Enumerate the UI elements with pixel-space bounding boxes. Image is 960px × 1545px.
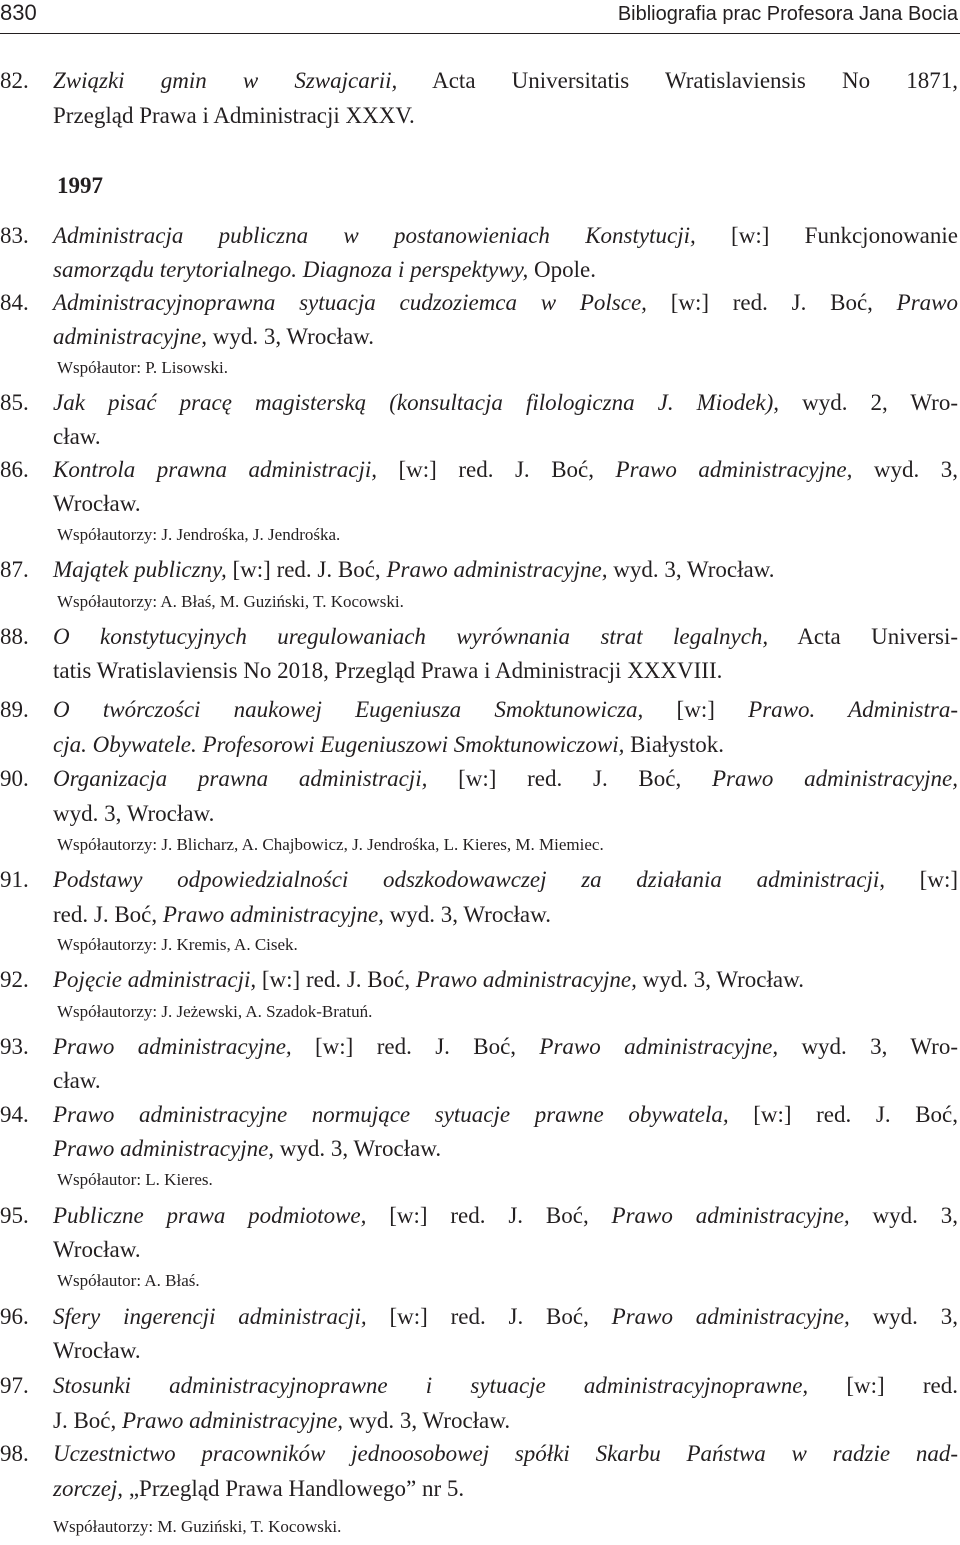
entry-coauthors: Współautorzy: A. Błaś, M. Guziński, T. Kocowski. [57, 592, 404, 611]
entry-source: wyd. 3, Wrocław. [636, 967, 804, 992]
entry-number: 89. [0, 697, 29, 722]
entry-number: 97. [0, 1373, 29, 1398]
entry-title: Związki gmin w Szwajcarii, [53, 68, 398, 93]
entry-title: Prawo administracyjne, [53, 1034, 292, 1059]
entry-source: J. Boć, [53, 1408, 122, 1433]
entry-line [53, 762, 958, 795]
entry-line [53, 1199, 958, 1232]
entry-book-title: administracyjne, [53, 324, 207, 349]
entry-source: wyd. 3, Wrocław. [53, 801, 215, 826]
entry-number: 93. [0, 1034, 29, 1059]
entry-title: Majątek publiczny, [53, 557, 227, 582]
entry-book-title: Prawo administracyjne, [539, 1034, 779, 1059]
entry-title: Administracyjnoprawna sytuacja cudzoziemca w Polsce, [53, 290, 647, 315]
entry-source: wyd. 3, Wrocław. [206, 324, 375, 349]
entry-coauthors: Współautor: L. Kieres. [57, 1170, 213, 1189]
entry-book-title: samorządu terytorialnego. Diagnoza i perspektywy, [53, 257, 529, 282]
entry-line [53, 99, 958, 132]
page-header [0, 0, 960, 34]
entry-line [53, 420, 958, 453]
entry-source: wyd. 3, [849, 1304, 958, 1329]
entry-line [53, 654, 958, 687]
entry-line [53, 620, 958, 653]
entry-coauthors: Współautorzy: J. Kremis, A. Cisek. [57, 935, 298, 954]
entry-title: Pojęcie administracji, [53, 967, 257, 992]
entry-number: 94. [0, 1102, 29, 1127]
entry-line [53, 1098, 958, 1131]
entry-book-title: Prawo administracyjne, [386, 557, 608, 582]
entry-book-title: Prawo administracyjne, [611, 1304, 850, 1329]
entry-title: Sfery ingerencji administracji, [53, 1304, 367, 1329]
entry-coauthors: Współautorzy: J. Blicharz, A. Chajbowicz, J. Jendrośka, L. Kieres, M. Miemiec. [57, 835, 604, 854]
entry-coauthors: Współautorzy: M. Guziński, T. Kocowski. [53, 1517, 342, 1536]
running-title: Bibliografia prac Profesora Jana Bocia [617, 3, 958, 25]
entry-line [53, 64, 958, 97]
entry-source: wyd. 3, Wro- [778, 1034, 958, 1059]
entry-title: Podstawy odpowiedzialności odszkodowawczej za działania administracji, [53, 867, 886, 892]
page-number: 830 [0, 0, 37, 25]
entry-source: Białystok. [624, 732, 725, 757]
entry-line [53, 797, 958, 830]
entry-source: Wrocław. [53, 491, 141, 516]
entry-title: Prawo administracyjne normujące sytuacje prawne obywatela, [53, 1102, 729, 1127]
entry-title: Publiczne prawa podmiotowe, [53, 1203, 367, 1228]
entry-title: O konstytucyjnych uregulowaniach wyrównania strat legalnych, [53, 624, 769, 649]
entry-source: [w:] [885, 867, 958, 892]
entry-line [53, 1472, 958, 1505]
entry-number: 86. [0, 457, 29, 482]
entry-source: Acta Universi- [768, 624, 959, 649]
entry-source: Wrocław. [53, 1237, 141, 1262]
entry-book-title: Prawo [896, 290, 959, 315]
entry-source: Acta Universitatis Wratislaviensis No 1871, [397, 68, 958, 93]
entry-source: wyd. 3, Wrocław. [343, 1408, 511, 1433]
entry-number: 85. [0, 390, 29, 415]
entry-source: Wrocław. [53, 1338, 141, 1363]
entry-title: zorczej, [53, 1476, 124, 1501]
entry-title: Kontrola prawna administracji, [53, 457, 377, 482]
entry-title: O twórczości naukowej Eugeniusza Smoktunowicza, [53, 697, 644, 722]
entry-line [53, 963, 958, 996]
entry-line [53, 1334, 958, 1367]
entry-title: Stosunki administracyjnoprawne i sytuacje administracyjnoprawne, [53, 1373, 809, 1398]
entry-source: [w:] red. J. Boć, [256, 967, 416, 992]
entry-source: [w:] red. J. Boć, [376, 457, 616, 482]
entry-source: [w:] red. [808, 1373, 959, 1398]
entry-line [53, 286, 958, 319]
entry-source: wyd. 2, Wro- [779, 390, 958, 415]
entry-line [53, 1233, 958, 1266]
entry-line [53, 320, 958, 353]
entry-source: cław. [53, 424, 101, 449]
entry-line [53, 386, 958, 419]
entry-source: wyd. 3, Wrocław. [383, 902, 551, 927]
entry-number: 98. [0, 1441, 29, 1466]
entry-title: Organizacja prawna administracji, [53, 766, 428, 791]
entry-source: [w:] red. J. Boć, [427, 766, 712, 791]
entry-source: [w:] red. J. Boć, [291, 1034, 540, 1059]
entry-title: Jak pisać pracę magisterską (konsultacja filologiczna J. Miodek), [53, 390, 780, 415]
entry-source: [w:] Funkcjonowanie [695, 223, 958, 248]
entry-book-title: Prawo administracyjne, [53, 1136, 275, 1161]
entry-book-title: Prawo. Administra- [748, 697, 958, 722]
entry-source: [w:] red. J. Boć, [226, 557, 387, 582]
entry-coauthors: Współautor: A. Błaś. [57, 1271, 200, 1290]
entry-number: 91. [0, 867, 29, 892]
entry-source: [w:] [643, 697, 749, 722]
entry-line [53, 1300, 958, 1333]
entry-book-title: cja. Obywatele. Profesorowi Eugeniuszowi Smoktunowiczowi, [53, 732, 625, 757]
entry-line [53, 898, 958, 931]
year-heading: 1997 [57, 173, 103, 198]
entry-number: 88. [0, 624, 29, 649]
entry-source: [w:] red. J. Boć, [366, 1203, 612, 1228]
entry-book-title: Prawo administracyjne, [611, 1203, 850, 1228]
entry-number: 83. [0, 223, 29, 248]
entry-line [53, 728, 958, 761]
entry-book-title: Prawo administracyjne, [162, 902, 384, 927]
entry-source: wyd. 3, Wrocław. [274, 1136, 442, 1161]
entry-source: cław. [53, 1068, 101, 1093]
entry-book-title: Prawo administracyjne, [122, 1408, 344, 1433]
entry-source: wyd. 3, [849, 1203, 958, 1228]
entry-source: tatis Wratislaviensis No 2018, Przegląd Prawa i Administracji XXXVIII. [53, 658, 723, 683]
header-rule [0, 33, 960, 34]
entry-number: 95. [0, 1203, 29, 1228]
entry-line [53, 487, 958, 520]
entry-line [53, 863, 958, 896]
entry-book-title: Prawo administracyjne, [415, 967, 637, 992]
entry-line [53, 693, 958, 726]
entry-number: 92. [0, 967, 29, 992]
entry-source: [w:] red. J. Boć, [366, 1304, 612, 1329]
entry-number: 96. [0, 1304, 29, 1329]
entry-book-title: Prawo administracyjne, [615, 457, 853, 482]
entry-coauthors: Współautorzy: J. Jendrośka, J. Jendrośka. [57, 525, 341, 544]
entry-line [53, 1064, 958, 1097]
entry-number: 84. [0, 290, 29, 315]
entry-coauthors: Współautorzy: J. Jeżewski, A. Szadok-Bratuń. [57, 1002, 373, 1021]
entry-source: [w:] red. J. Boć, [728, 1102, 958, 1127]
entry-line [53, 1132, 958, 1165]
entry-line [53, 1404, 958, 1437]
entry-line [53, 1030, 958, 1063]
entry-source: „Przegląd Prawa Handlowego” nr 5. [123, 1476, 465, 1501]
entry-book-title: Prawo administracyjne, [711, 766, 959, 791]
entry-source: wyd. 3, [852, 457, 958, 482]
entry-source: Opole. [528, 257, 597, 282]
entry-source: Przegląd Prawa i Administracji XXXV. [53, 103, 415, 128]
entry-line [53, 253, 958, 286]
entry-number: 87. [0, 557, 29, 582]
entry-line [53, 553, 958, 586]
entry-line [53, 1369, 958, 1402]
entry-source: wyd. 3, Wrocław. [607, 557, 775, 582]
entry-source: red. J. Boć, [53, 902, 163, 927]
entry-source: [w:] red. J. Boć, [646, 290, 897, 315]
entry-line [53, 453, 958, 486]
entry-number: 90. [0, 766, 29, 791]
entry-line [53, 219, 958, 252]
entry-number: 82. [0, 68, 29, 93]
entry-title: Uczestnictwo pracowników jednoosobowej spółki Skarbu Państwa w radzie nad- [53, 1441, 958, 1466]
entry-title: Administracja publiczna w postanowieniach Konstytucji, [53, 223, 696, 248]
entry-line [53, 1437, 958, 1470]
entry-coauthors: Współautor: P. Lisowski. [57, 358, 228, 377]
